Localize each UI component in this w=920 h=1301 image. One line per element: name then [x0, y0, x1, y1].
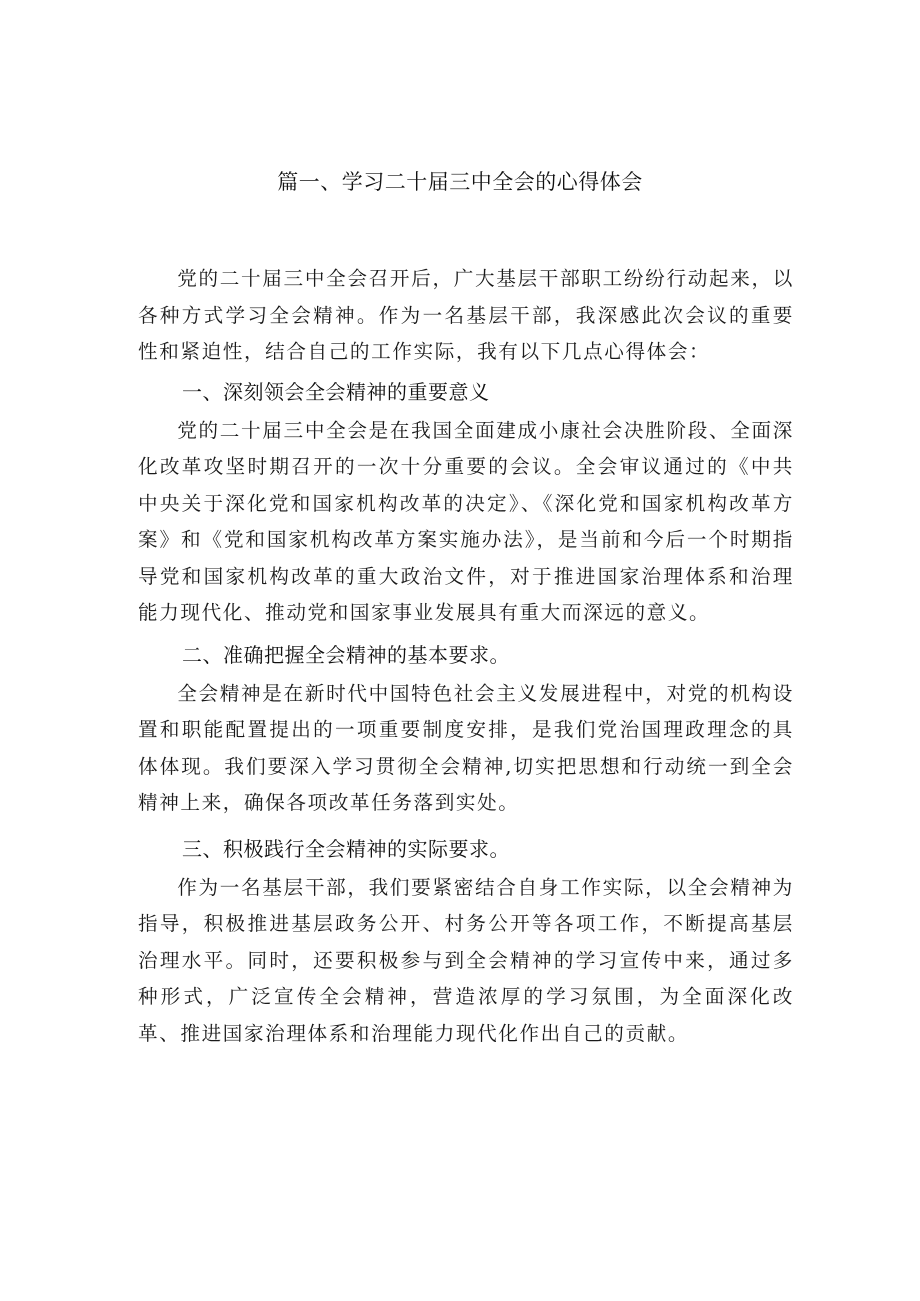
section-paragraph-3: 作为一名基层干部，我们要紧密结合自身工作实际，以全会精神为指导，积极推进基层政务公开、村务公开等各项工作，不断提高基层治理水平。同时，还要积极参与到全会精神的学习宣传中来，通过多种形式，广泛宣传全会精神，营造浓厚的学习氛围，为全面深化改革、推进国家治理体系和治理能力现代化作出自己的贡献。	[138, 875, 794, 1045]
document-body	[138, 261, 794, 1052]
section-paragraph-2: 全会精神是在新时代中国特色社会主义发展进程中，对党的机构设置和职能配置提出的一项重要制度安排，是我们党治国理政理念的具体体现。我们要深入学习贯彻全会精神,切实把思想和行动统一到全会精神上来，确保各项改革任务落到实处。	[138, 681, 794, 814]
section-heading-1: 一、深刻领会全会精神的重要意义	[182, 379, 490, 404]
section-heading-2: 二、准确把握全会精神的基本要求。	[182, 642, 510, 667]
document-title: 篇一、学习二十届三中全会的心得体会	[277, 170, 643, 194]
section-heading-3: 三、积极践行全会精神的实际要求。	[182, 836, 510, 861]
intro-paragraph: 党的二十届三中全会召开后，广大基层干部职工纷纷行动起来，以各种方式学习全会精神。作为一名基层干部，我深感此次会议的重要性和紧迫性，结合自己的工作实际，我有以下几点心得体会：	[138, 267, 794, 363]
section-paragraph-1: 党的二十届三中全会是在我国全面建成小康社会决胜阶段、全面深化改革攻坚时期召开的一次十分重要的会议。全会审议通过的《中共中央关于深化党和国家机构改革的决定》、《深化党和国家机构改革方案》和《党和国家机构改革方案实施办法》，是当前和今后一个时期指导党和国家机构改革的重大政治文件，对于推进国家治理体系和治理能力现代化、推动党和国家事业发展具有重大而深远的意义。	[138, 418, 794, 624]
